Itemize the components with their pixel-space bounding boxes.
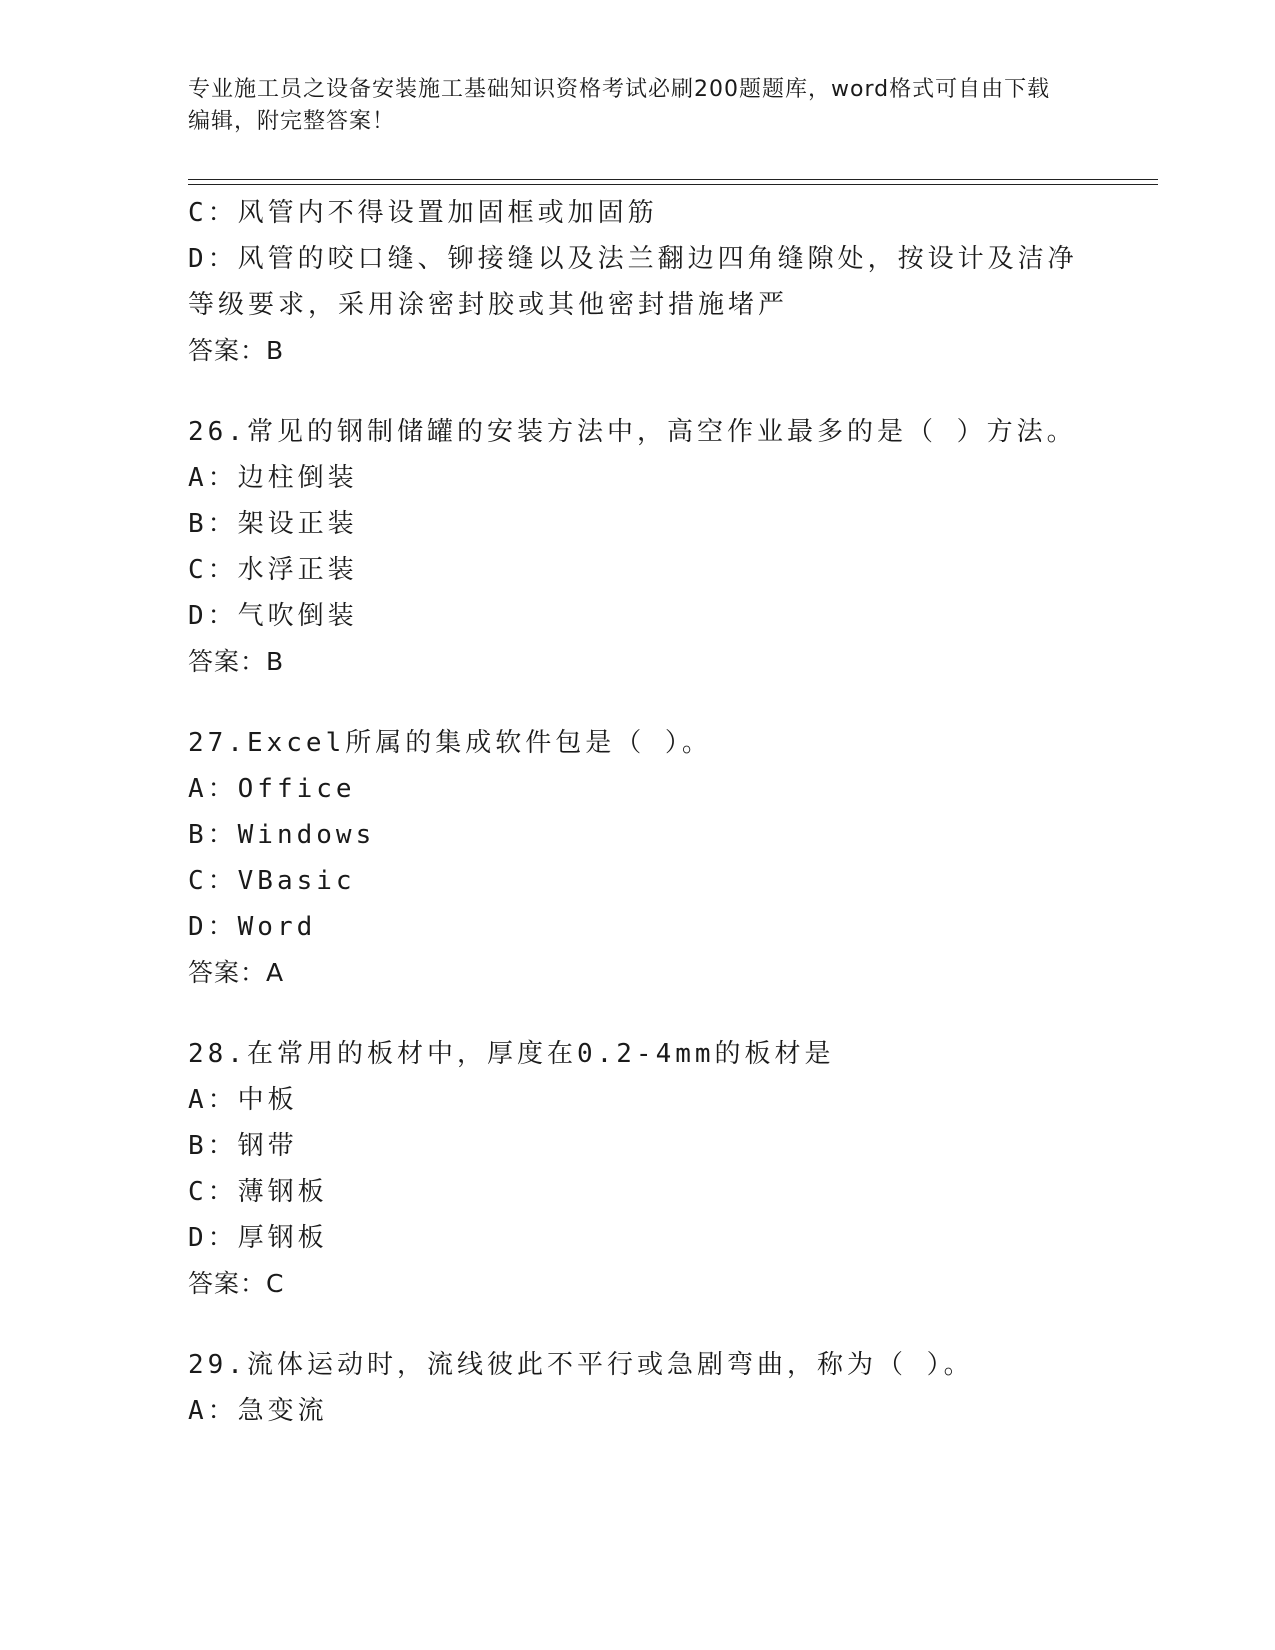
option-d: D：风管的咬口缝、铆接缝以及法兰翻边四角缝隙处，按设计及洁净等级要求，采用涂密封胶或其他密封措施堵严 xyxy=(188,244,1078,320)
answer: 答案：B xyxy=(188,647,285,676)
option-c: C：风管内不得设置加固框或加固筋 xyxy=(188,198,658,228)
question-block-28 xyxy=(188,1031,1088,1307)
question-list xyxy=(188,190,1088,1434)
header-divider-top xyxy=(188,179,1158,180)
option-a: A：边柱倒装 xyxy=(188,463,358,493)
option-c: C：薄钢板 xyxy=(188,1177,328,1207)
option-a: A：中板 xyxy=(188,1085,298,1115)
option-c: C：水浮正装 xyxy=(188,555,358,585)
document-title: 专业施工员之设备安装施工基础知识资格考试必刷200题题库，word格式可自由下载编辑，附完整答案！ xyxy=(188,77,1051,134)
question-text: 29.流体运动时，流线彼此不平行或急剧弯曲，称为（ ）。 xyxy=(188,1350,974,1380)
answer: 答案：C xyxy=(188,1269,285,1298)
option-a: A：急变流 xyxy=(188,1396,328,1426)
header-divider-bottom xyxy=(188,184,1158,185)
answer: 答案：B xyxy=(188,336,285,365)
option-d: D：气吹倒装 xyxy=(188,601,358,631)
question-text: 27.Excel所属的集成软件包是（ ）。 xyxy=(188,728,712,758)
option-b: B：架设正装 xyxy=(188,509,358,539)
option-b: B：Windows xyxy=(188,820,376,850)
question-block-29 xyxy=(188,1342,1088,1434)
option-b: B：钢带 xyxy=(188,1131,298,1161)
question-block-26 xyxy=(188,409,1088,685)
question-block-27 xyxy=(188,720,1088,996)
question-text: 26.常见的钢制储罐的安装方法中，高空作业最多的是（ ）方法。 xyxy=(188,417,1077,447)
option-c: C：VBasic xyxy=(188,866,356,896)
document-header xyxy=(188,74,1068,138)
answer: 答案：A xyxy=(188,958,285,987)
option-d: D：Word xyxy=(188,912,317,942)
option-a: A：Office xyxy=(188,774,356,804)
question-block-25 xyxy=(188,190,1088,374)
option-d: D：厚钢板 xyxy=(188,1223,328,1253)
question-text: 28.在常用的板材中，厚度在0.2-4mm的板材是 xyxy=(188,1039,835,1069)
